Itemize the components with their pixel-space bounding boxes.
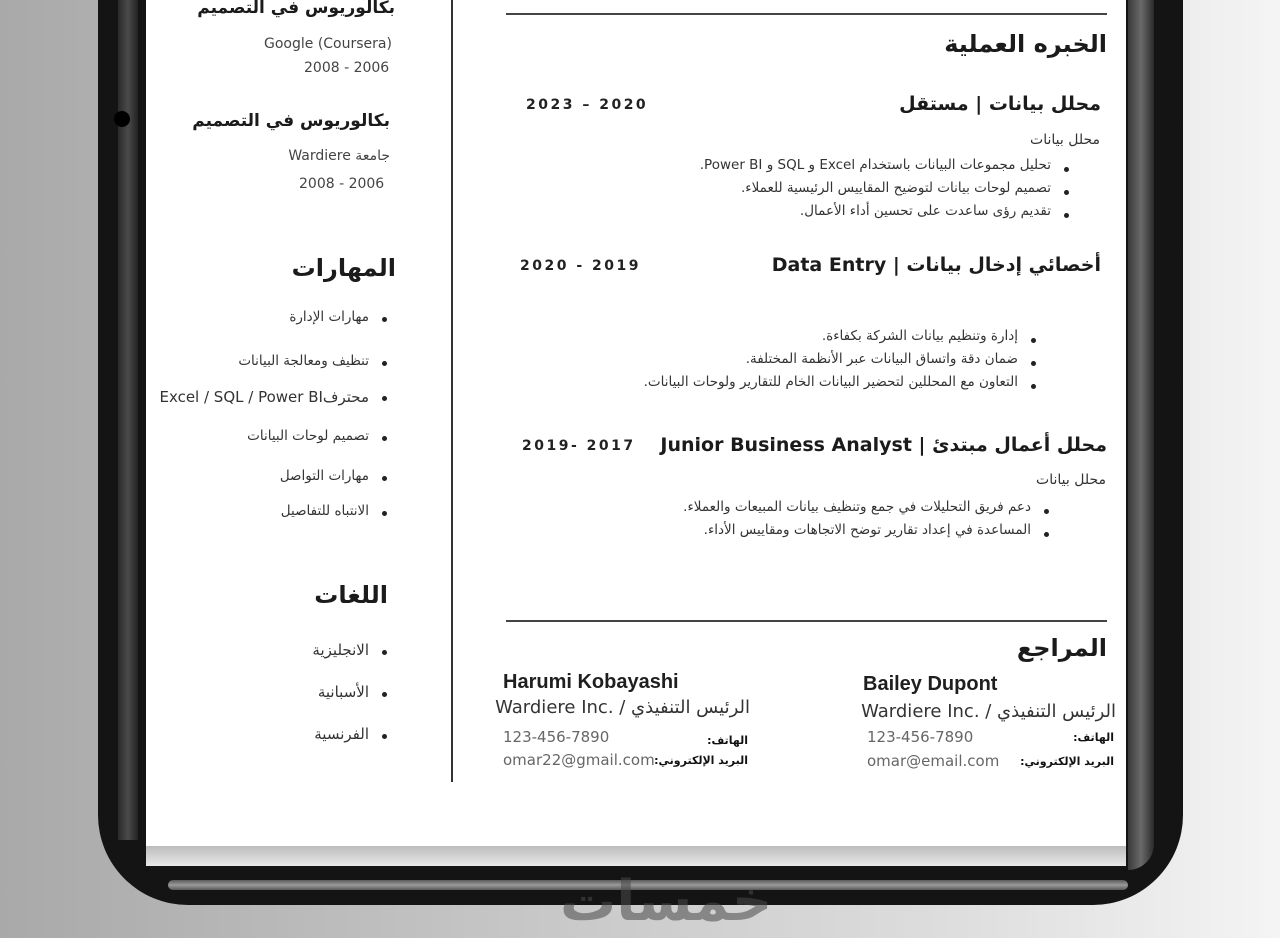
- job-bullets-2: [644, 328, 1038, 397]
- section-rule: [506, 13, 1107, 15]
- experience-heading: الخبره العملية: [944, 30, 1107, 58]
- skill-item: مهارات التواصل: [159, 468, 389, 488]
- languages-heading: اللغات: [314, 581, 388, 609]
- skill-item: تنظيف ومعالجة البيانات: [159, 353, 389, 373]
- education-degree-1: بكالوريوس في التصميم: [197, 0, 395, 18]
- resume-page: [146, 0, 1126, 866]
- reference-role: الرئيس التنفيذي / .Wardiere Inc: [495, 697, 750, 718]
- education-years-1: 2008 - 2006: [304, 60, 390, 76]
- skill-item: تصميم لوحات البيانات: [159, 428, 389, 448]
- job-dates-2: 2020 - 2019: [520, 258, 641, 274]
- device-edge-highlight: [1128, 0, 1154, 870]
- job-title-3: محلل أعمال مبتدئ | Junior Business Analyst: [660, 434, 1107, 456]
- page-bottom-shadow: [146, 846, 1126, 866]
- reference-role: الرئيس التنفيذي / .Wardiere Inc: [861, 701, 1116, 722]
- job-dates-3: 2019- 2017: [522, 438, 636, 454]
- camera-dot: [114, 111, 130, 127]
- job-bullet: التعاون مع المحللين لتحضير البيانات الخام للتقارير ولوحات البيانات.: [644, 374, 1038, 397]
- column-divider: [451, 0, 453, 782]
- job-subtitle-3: محلل بيانات: [1036, 472, 1106, 488]
- job-bullet: دعم فريق التحليلات في جمع وتنظيف بيانات المبيعات والعملاء.: [683, 499, 1051, 522]
- language-item: الأسبانية: [312, 683, 389, 705]
- reference-name: Harumi Kobayashi: [503, 671, 679, 693]
- reference-phone: 123-456-7890: [867, 728, 974, 746]
- email-label: البريد الإلكتروني:: [654, 754, 748, 767]
- job-bullet: المساعدة في إعداد تقارير توضح الاتجاهات ومقاييس الأداء.: [683, 522, 1051, 545]
- phone-label: الهاتف:: [1073, 731, 1114, 744]
- job-bullet: تحليل مجموعات البيانات باستخدام Excel و SQL و Power BI.: [700, 157, 1071, 180]
- skills-list: [159, 309, 389, 523]
- job-bullets-1: [700, 157, 1071, 226]
- education-degree-2: بكالوريوس في التصميم: [192, 111, 390, 131]
- references-heading: المراجع: [1016, 634, 1107, 662]
- watermark-logo: خمسات: [560, 869, 773, 934]
- job-subtitle-1: محلل بيانات: [1030, 132, 1100, 148]
- skill-item: مهارات الإدارة: [159, 309, 389, 329]
- reference-name: Bailey Dupont: [863, 673, 998, 695]
- job-title-1: محلل بيانات | مستقل: [899, 93, 1101, 115]
- skill-item: محترفExcel / SQL / Power BI: [159, 388, 389, 408]
- reference-email: omar@email.com: [867, 752, 1000, 770]
- language-item: الانجليزية: [312, 641, 389, 663]
- job-dates-1: 2023 – 2020: [526, 97, 649, 113]
- language-item: الفرنسية: [312, 725, 389, 747]
- job-bullets-3: [683, 499, 1051, 545]
- education-school-1: Google (Coursera): [264, 36, 392, 52]
- section-rule: [506, 620, 1107, 622]
- phone-label: الهاتف:: [707, 734, 748, 747]
- skills-heading: المهارات: [291, 254, 396, 282]
- skill-item: الانتباه للتفاصيل: [159, 503, 389, 523]
- job-bullet: تقديم رؤى ساعدت على تحسين أداء الأعمال.: [700, 203, 1071, 226]
- languages-list: [312, 641, 389, 747]
- job-bullet: إدارة وتنظيم بيانات الشركة بكفاءة.: [644, 328, 1038, 351]
- job-bullet: ضمان دقة واتساق البيانات عبر الأنظمة المختلفة.: [644, 351, 1038, 374]
- education-school-2: جامعة Wardiere: [288, 148, 390, 164]
- job-title-2: أخصائي إدخال بيانات | Data Entry: [771, 254, 1101, 276]
- reference-email: omar22@gmail.com: [503, 751, 655, 769]
- job-bullet: تصميم لوحات بيانات لتوضيح المقاييس الرئيسية للعملاء.: [700, 180, 1071, 203]
- email-label: البريد الإلكتروني:: [1020, 755, 1114, 768]
- education-years-2: 2008 - 2006: [299, 176, 385, 192]
- reference-phone: 123-456-7890: [503, 728, 610, 746]
